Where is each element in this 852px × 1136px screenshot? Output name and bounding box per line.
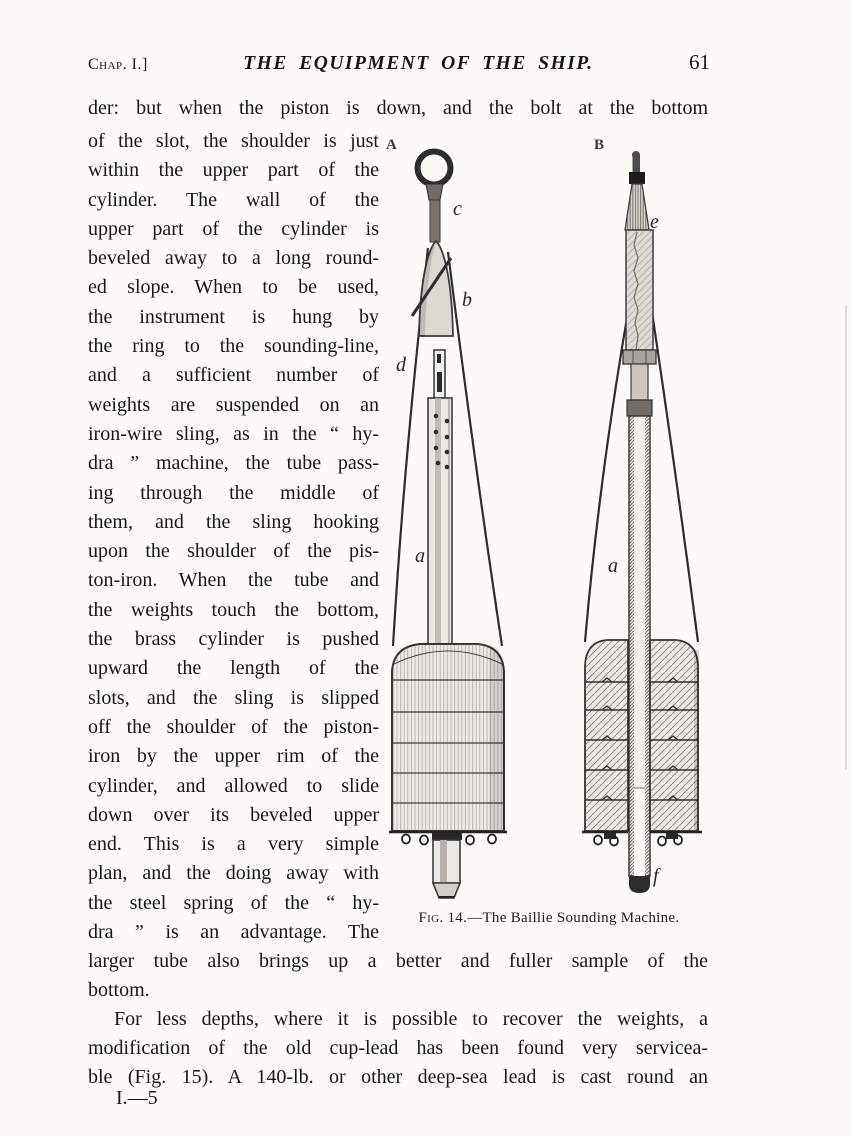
body-line: iron-wire sling, as in the “ hy- <box>88 422 379 445</box>
body-intro-line: der: but when the piston is down, and the bolt at the bottom <box>88 97 708 119</box>
body-line: dra ” is an advantage. The <box>88 921 379 944</box>
body-line: ing through the middle of <box>88 481 379 504</box>
body-line: the brass cylinder is pushed <box>88 628 379 651</box>
body-line: the weights touch the bottom, <box>88 598 379 621</box>
part-label-a2: a <box>608 555 618 577</box>
figure-caption <box>396 910 702 927</box>
weight-section-right <box>650 640 699 831</box>
body-line: weights are suspended on an <box>88 393 379 416</box>
part-label-f: f <box>653 865 659 887</box>
body-line: of the slot, the shoulder is just <box>88 130 379 152</box>
left-text-column <box>88 127 379 947</box>
collar <box>623 350 656 364</box>
body-line: ton-iron. When the tube and <box>88 569 379 592</box>
body-line: cylinder. The wall of the <box>88 188 379 211</box>
part-label-b: b <box>462 289 472 311</box>
page-number: 61 <box>689 50 710 74</box>
body-line: end. This is a very simple <box>88 833 379 856</box>
scan-edge-artifact <box>845 305 847 770</box>
body-line: upper part of the cylinder is <box>88 217 379 240</box>
body-line: ed slope. When to be used, <box>88 276 379 299</box>
swivel-shackle <box>426 184 443 200</box>
body-line: the ring to the sounding-line, <box>88 335 379 358</box>
figure-caption-text: —The Baillie Sounding Machine. <box>467 910 680 926</box>
running-head <box>88 50 710 75</box>
second-paragraph <box>88 1005 708 1091</box>
piston-rod <box>430 200 440 242</box>
part-label-d: d <box>396 354 406 376</box>
body-line: For less depths, where it is possible to recover the weights, a <box>114 1008 708 1030</box>
body-line: upon the shoulder of the pis- <box>88 540 379 563</box>
suspension-ring <box>418 152 451 185</box>
figure-a-label: A <box>386 137 397 153</box>
body-line: upward the length of the <box>88 657 379 680</box>
body-line: ble (Fig. 15). A 140-lb. or other deep-sea lead is cast round an <box>88 1065 708 1088</box>
figure-14-illustration <box>375 128 725 913</box>
machine-a <box>386 137 507 898</box>
body-line: within the upper part of the <box>88 159 379 182</box>
body-line: bottom. <box>88 979 150 1002</box>
body-line: plan, and the doing away with <box>88 862 379 885</box>
figure-caption-label: Fig. 14. <box>418 910 468 926</box>
tube-tip <box>629 876 650 893</box>
body-line: beveled away to a long round- <box>88 247 379 270</box>
signature-mark: I.—5 <box>116 1087 158 1109</box>
body-line: dra ” machine, the tube pass- <box>88 452 379 475</box>
body-line: them, and the sling hooking <box>88 510 379 533</box>
body-line: iron by the upper rim of the <box>88 745 379 768</box>
body-line: down over its beveled upper <box>88 803 379 826</box>
part-label-c: c <box>453 198 462 220</box>
running-title: THE EQUIPMENT OF THE SHIP. <box>243 53 594 74</box>
body-line: cylinder, and allowed to slide <box>88 774 379 797</box>
body-line: modification of the old cup-lead has been found very servicea- <box>88 1036 708 1059</box>
part-label-e: e <box>650 211 659 233</box>
weight-cylinder <box>392 644 504 831</box>
body-line: the steel spring of the “ hy- <box>88 891 379 914</box>
body-line: larger tube also brings up a better and fuller sample of the <box>88 950 708 972</box>
weight-section-left <box>585 640 628 831</box>
body-line: and a sufficient number of <box>88 364 379 387</box>
body-line: the instrument is hung by <box>88 305 379 328</box>
machine-b <box>582 137 702 893</box>
body-line: slots, and the sling is slipped <box>88 686 379 709</box>
body-line: off the shoulder of the piston- <box>88 715 379 738</box>
figure-b-label: B <box>594 137 605 153</box>
bottom-text-block <box>88 947 708 1006</box>
part-label-a: a <box>415 545 425 567</box>
chapter-label: Chap. I.] <box>88 56 148 73</box>
